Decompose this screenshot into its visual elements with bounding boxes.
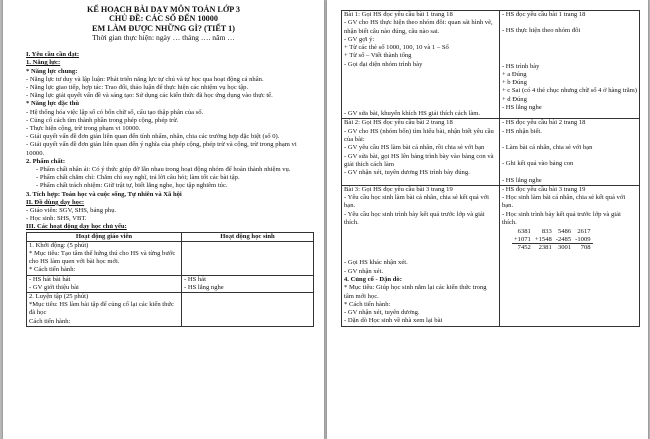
cell-line: - HS đọc yêu cầu bài 2 trang 18 <box>501 119 586 127</box>
paragraph: - Giải quyết vấn đề đơn giản liên quan đến ý nghĩa của phép cộng, phép trừ và cộng, trừ trong phạm vi 10000. <box>26 141 297 157</box>
table-row <box>342 119 640 185</box>
paragraph: - Học sinh: SHS, VBT. <box>26 215 87 223</box>
table-cell: - HS hát bài hát - GV giới thiệu bài <box>27 275 182 292</box>
cell-line: - GV yêu cầu HS làm bài cá nhân, rồi chia sẻ với bạn <box>344 144 485 152</box>
table-cell <box>181 241 313 275</box>
cell-line: - HS nhận biết. <box>501 127 542 135</box>
teacher-cell <box>342 11 500 119</box>
student-cell <box>499 185 639 326</box>
cell-line: - GV nhận xét. <box>344 267 384 275</box>
paragraph: - Phẩm chất trách nhiệm: Giữ trật tự, biết lắng nghe, học tập nghiêm túc. <box>36 182 228 190</box>
math-result: 3001 <box>554 244 573 252</box>
table-row <box>342 11 640 119</box>
math-number <box>533 236 554 244</box>
math-result: 7452 <box>512 244 533 252</box>
section-heading: III. Các hoạt động dạy học chủ yếu: <box>26 223 127 231</box>
student-cell <box>499 119 639 185</box>
math-number <box>573 236 592 244</box>
table-row <box>27 275 314 292</box>
time-line: Thời gian thực hiện: ngày … tháng …. năm … <box>92 32 235 42</box>
cell-line: Bài 1: Gọi HS đọc yêu cầu bài 1 trang 18 <box>344 11 453 18</box>
cell-line: - GV cho HS thực hiện theo nhóm đôi: quan sát hình vẽ, nhận biết câu nào đúng, câu nào sai. <box>344 19 493 35</box>
lesson-title: KẾ HOẠCH BÀI DẠY MÔN TOÁN LỚP 3 <box>87 5 240 14</box>
lesson-header <box>3 0 324 42</box>
section-heading: * Năng lực đặc thù <box>26 100 80 108</box>
cell-line: + Từ số – Viết thành tổng <box>344 52 412 60</box>
cell-line: Bài 3: Gọi HS đọc yêu cầu bài 3 trang 19 <box>344 185 453 193</box>
table-row <box>27 241 314 275</box>
cell-line: - GV sửa bài, khuyến khích HS giải thích cách làm. <box>344 110 481 118</box>
student-cell <box>499 11 639 119</box>
cell-line: - Học sinh làm bài cá nhân, chia sẻ kết quả với bạn. <box>501 194 626 210</box>
cell-line: - GV nhận xét, tuyên dương. <box>344 309 420 317</box>
cell-line: - HS lắng nghe <box>501 104 542 112</box>
math-number: 1548 <box>538 235 552 243</box>
document-page-right <box>327 0 648 439</box>
section-heading: 1. Năng lực: <box>26 59 61 67</box>
paragraph: - Năng lực giao tiếp, hợp tác: Trao đổi, thảo luận để thực hiện các nhiệm vụ học tập. <box>26 84 249 91</box>
paragraph: - Năng lực giải quyết vấn đề và sáng tạo: Sử dụng các kiến thức đã học ứng dụng vào thực tế. <box>26 92 273 100</box>
cell-line: - Làm bài cá nhân, chia sẻ với bạn <box>501 143 593 151</box>
table-row <box>342 185 640 326</box>
table-header: Hoạt động học sinh <box>181 232 313 241</box>
math-operator: - <box>555 235 558 243</box>
lesson-objectives <box>3 42 324 327</box>
cell-line: + b Đúng <box>501 79 527 87</box>
cell-line: - Gọi HS khác nhận xét. <box>344 259 408 267</box>
paragraph: - Thực hiện cộng, trừ trong phạm vi 10000. <box>26 125 141 133</box>
section-heading: * Năng lực chung: <box>26 67 78 75</box>
math-number: 1071 <box>517 235 531 243</box>
cell-line: 4. Củng cố - Dặn dò: <box>344 275 402 283</box>
cell-line: + c Sai (có 4 thẻ chục nhưng chữ số 4 ở hàng trăm) <box>501 87 637 95</box>
cell-line: - Dặn dò Học sinh về nhà xem lại bài <box>344 317 443 325</box>
cell-line: + d Đúng <box>501 95 527 103</box>
paragraph: - Giải quyết vấn đề đơn giản liên quan đến tính nhẩm, nhân, chia các trường hợp đặc biệt (số 0). <box>26 133 280 141</box>
cell-line: + Từ các thẻ số 1000, 100, 10 và 1 – Số <box>344 44 449 52</box>
math-number <box>554 236 573 244</box>
cell-line: * Mục tiêu: Giúp học sinh nắm lại các kiến thức trong tâm mới học. <box>344 284 487 300</box>
table-row <box>27 293 314 327</box>
table-cell <box>181 293 313 327</box>
paragraph: - Củng cố cách tìm thành phần trong phép cộng, phép trừ. <box>26 116 179 124</box>
paragraph: - Phẩm chất chăm chỉ: Chăm chỉ suy nghĩ, trả lời câu hỏi; làm tốt các bài tập. <box>36 174 240 182</box>
math-result: 708 <box>573 244 592 252</box>
cell-line: - Học sinh trình bày kết quả trước lớp và giải thích. <box>501 210 621 227</box>
cell-line: - HS thực hiện theo nhóm đôi <box>501 27 581 35</box>
cell-line: + a Đúng <box>501 70 527 78</box>
cell-line: - Yêu cầu học sinh trình bày kết quả trước lớp và giải thích. <box>344 210 485 227</box>
paragraph: - Phẩm chất nhân ái: Có ý thức giúp đỡ lẫn nhau trong hoạt động nhóm để hoàn thành nhiệm vụ. <box>36 166 291 174</box>
math-operator: - <box>575 235 578 243</box>
math-number: 1009 <box>577 235 591 243</box>
table-cell: - HS hát - HS lắng nghe <box>181 275 313 292</box>
cell-line: * Cách tiến hành: <box>344 300 391 308</box>
math-number: 2485 <box>557 235 572 243</box>
teacher-cell <box>342 119 500 185</box>
table-cell: 1. Khởi động: (5 phút) * Mục tiêu: Tạo tâm thế hứng thú cho HS và từng bước cho HS làm quen với bài học mới. * Cách tiến hành: <box>27 241 182 275</box>
activity-table <box>26 232 314 327</box>
cell-line: - Gọi đại diện nhóm trình bày <box>344 60 423 68</box>
math-number: 833 <box>541 228 552 236</box>
section-heading: I. Yêu cầu cần đạt: <box>26 51 80 59</box>
math-operator: + <box>513 235 518 243</box>
cell-line: - HS lắng nghe <box>501 176 542 184</box>
document-page-left <box>3 0 324 439</box>
cell-line: - HS đọc yêu cầu bài 1 trang 18 <box>501 11 586 18</box>
teacher-cell <box>342 185 500 326</box>
cell-line: - GV nhận xét, tuyên dương HS trình bày đúng. <box>344 169 470 177</box>
lesson-name: EM LÀM ĐƯỢC NHỮNG GÌ? (TIẾT 1) <box>92 23 235 33</box>
math-number: 2617 <box>577 228 591 236</box>
math-number: 6381 <box>517 228 531 236</box>
paragraph: - Hệ thống hóa việc lập số có bốn chữ số, cấu tạo thập phân của số. <box>26 108 204 116</box>
paragraph: - Năng lực tư duy và lập luận: Phát triển năng lực tự chủ và tự học qua hoạt động cá nhân. <box>26 75 264 83</box>
math-calculation <box>512 228 593 252</box>
math-number <box>512 236 533 244</box>
cell-line: - Ghi kết quả vào bảng con <box>501 160 574 168</box>
cell-line: - GV cho HS (nhóm bốn) tìm hiểu bài, nhận biết yêu cầu của bài: <box>344 127 494 143</box>
math-number: 5486 <box>557 228 572 236</box>
paragraph: - Giáo viên: SGV, SHS, bảng phụ. <box>26 207 117 215</box>
table-cell: 2. Luyện tập (25 phút) *Mục tiêu: HS làm bài tập để củng cố lại các kiến thức đã học Cách tiến hành: <box>27 293 182 327</box>
cell-line: - GV gợi ý: <box>344 35 375 43</box>
section-heading: 2. Phẩm chất: <box>26 157 66 165</box>
activity-table-continued <box>341 10 640 327</box>
cell-line: - Yêu cầu học sinh làm bài cá nhân, chia sẻ kết quả với bạn. <box>344 194 489 210</box>
cell-line: - HS đọc yêu cầu bài 3 trang 19 <box>501 185 586 193</box>
math-operator: + <box>534 235 539 243</box>
section-heading: II. Đồ dùng dạy học: <box>26 198 85 206</box>
topic-title: CHỦ ĐỀ: CÁC SỐ ĐẾN 10000 <box>109 14 218 24</box>
math-result: 2381 <box>533 244 554 252</box>
section-heading: 3. Tích hợp: Toán học và cuộc sống, Tự nhiên và Xã hội <box>26 190 182 198</box>
cell-line: - HS trình bày <box>501 62 540 70</box>
table-header: Hoạt động giáo viên <box>27 232 182 241</box>
cell-line: Bài 2: Gọi HS đọc yêu cầu bài 2 trang 18 <box>344 119 453 127</box>
cell-line: - GV sửa bài, gọi HS lên bảng trình bày vào bảng con và giải thích cách làm <box>344 152 494 168</box>
